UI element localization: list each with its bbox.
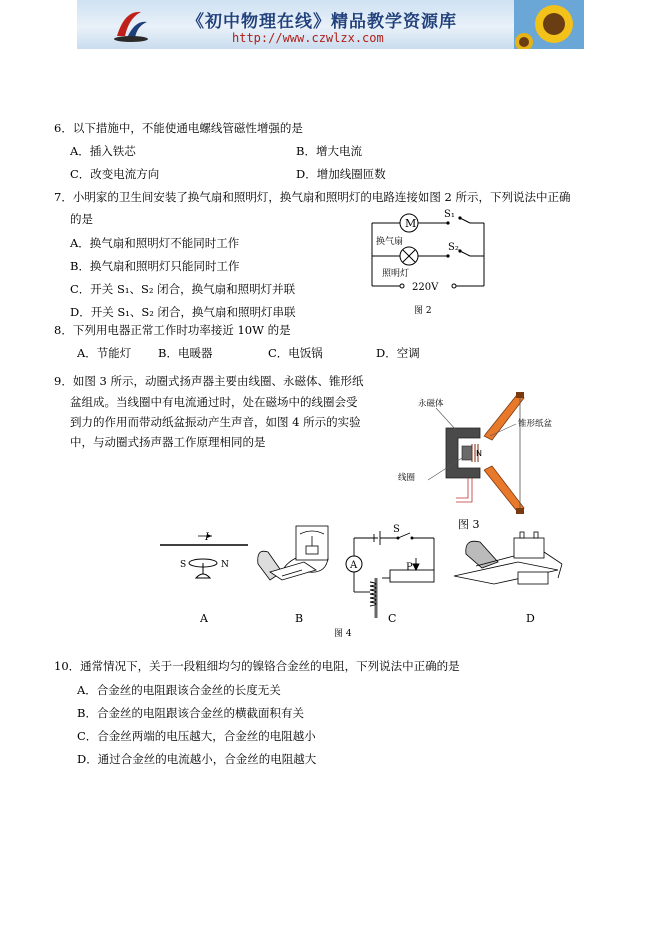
q6-stem: 6．以下措施中，不能使通电螺线管磁性增强的是	[54, 121, 303, 135]
q10-option-a: A．合金丝的电阻跟该合金丝的长度无关	[77, 683, 281, 697]
q9-line2: 盆组成。当线圈中有电流通过时，处在磁场中的线圈会受	[70, 395, 358, 409]
slider-p-label: P	[406, 562, 413, 573]
switch-s2-label: S₂	[448, 242, 459, 253]
q7-option-a: A．换气扇和照明灯不能同时工作	[70, 236, 240, 250]
option-d-label: D	[526, 612, 535, 625]
q9-line4: 中，与动圈式扬声器工作原理相同的是	[70, 435, 266, 449]
q9-line3: 到力的作用而带动纸盆振动产生声音，如图 4 所示的实验	[70, 415, 361, 429]
q7-option-c: C．开关 S₁、S₂ 闭合，换气扇和照明灯并联	[70, 282, 296, 296]
q6-option-c: C．改变电流方向	[70, 167, 160, 181]
q7-option-b: B．换气扇和照明灯只能同时工作	[70, 259, 240, 273]
cone-lower	[484, 466, 524, 510]
q6-option-a: A．插入铁芯	[70, 144, 136, 158]
q10-option-b: B．合金丝的电阻跟该合金丝的横截面积有关	[77, 706, 304, 720]
q8-option-a: A．节能灯	[77, 346, 132, 360]
terminal-left-icon	[400, 284, 404, 288]
q6-option-d: D．增加线圈匝数	[296, 167, 386, 181]
q6-option-b: B．增大电流	[296, 144, 362, 158]
magnet-label: 永磁体	[418, 399, 444, 409]
q9-line1: 9．如图 3 所示，动圈式扬声器主要由线圈、永磁体、锥形纸	[54, 374, 364, 388]
motor-label: M	[405, 217, 417, 230]
experiment-a	[160, 534, 248, 578]
q7-stem-line2: 的是	[70, 212, 93, 226]
sunflower-icon	[514, 0, 584, 49]
cone-label: 锥形纸盆	[518, 419, 553, 429]
site-logo-icon	[111, 6, 151, 44]
switch-s-label: S	[393, 524, 400, 535]
figure-2-circuit	[362, 206, 496, 318]
experiment-c	[354, 531, 434, 618]
fan-label: 换气扇	[376, 237, 404, 247]
q7-option-d: D．开关 S₁、S₂ 闭合，换气扇和照明灯串联	[70, 305, 296, 319]
coil-label: 线圈	[398, 473, 416, 483]
figure-4-experiments	[158, 518, 578, 640]
switch-s1-label: S₁	[444, 209, 455, 220]
q10-option-c: C．合金丝两端的电压越大，合金丝的电阻越小	[77, 729, 316, 743]
pole-s-bottom-label: S	[480, 468, 486, 477]
ammeter-label: A	[350, 560, 358, 571]
q8-stem: 8．下列用电器正常工作时功率接近 10W 的是	[54, 323, 291, 337]
switch-s2-contact	[446, 254, 449, 257]
needle-n-label: N	[221, 560, 229, 570]
figure-3-loudspeaker	[388, 388, 568, 534]
experiment-b	[258, 526, 328, 580]
figure-3-caption: 图 3	[458, 518, 480, 531]
q8-option-d: D．空调	[376, 346, 420, 360]
option-c-label: C	[388, 612, 397, 625]
switch-s1-contact	[446, 221, 449, 224]
option-a-label: A	[200, 612, 208, 625]
pole-n-label: N	[476, 449, 482, 458]
header-banner	[77, 0, 584, 49]
q10-stem: 10．通常情况下，关于一段粗细均匀的镍铬合金丝的电阻，下列说法中正确的是	[54, 659, 460, 673]
banner-url[interactable]: http://www.czwlzx.com	[232, 31, 384, 45]
current-i-label: I	[205, 532, 209, 543]
q8-option-c: C．电饭锅	[268, 346, 323, 360]
voltage-label: 220V	[412, 282, 439, 293]
lamp-label: 照明灯	[382, 269, 410, 279]
cone-upper	[484, 396, 524, 440]
needle-s-label: S	[180, 560, 187, 570]
lamp-icon	[400, 247, 418, 265]
q8-option-b: B．电暖器	[158, 346, 213, 360]
experiment-d	[454, 532, 562, 584]
figure-4-caption: 图 4	[334, 629, 352, 639]
terminal-right-icon	[452, 284, 456, 288]
banner-title: 《初中物理在线》精品教学资源库	[187, 12, 457, 32]
option-b-label: B	[295, 612, 304, 625]
q10-option-d: D．通过合金丝的电流越小，合金丝的电阻越大	[77, 752, 317, 766]
figure-2-caption: 图 2	[414, 306, 432, 316]
pole-s-top-label: S	[480, 429, 486, 438]
q7-stem-line1: 7．小明家的卫生间安装了换气扇和照明灯，换气扇和照明灯的电路连接如图 2 所示，下列说法中正确	[54, 190, 571, 204]
